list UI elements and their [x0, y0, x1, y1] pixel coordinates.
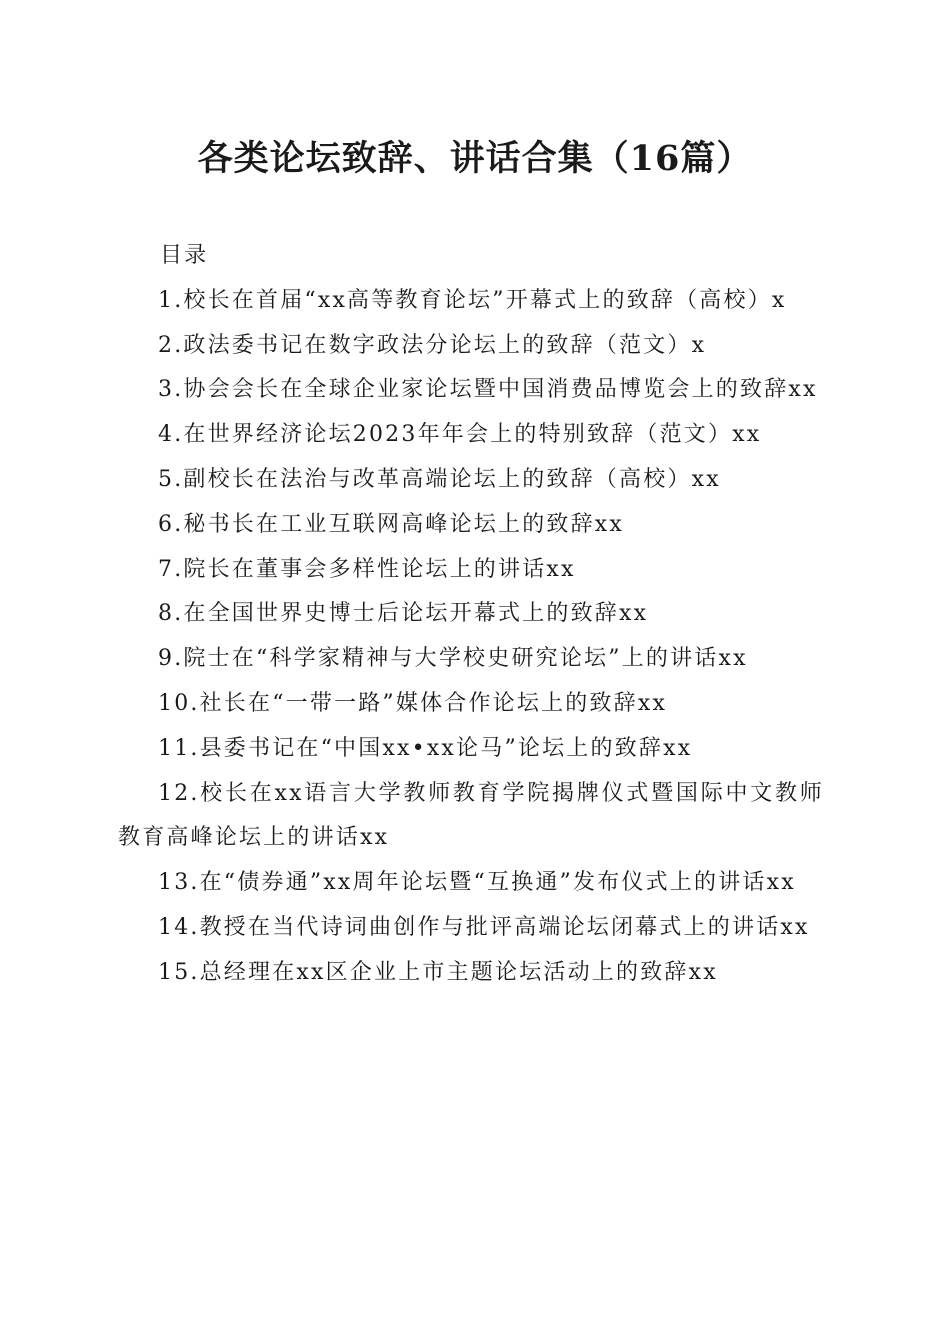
toc-item-5[interactable]: 5.副校长在法治与改革高端论坛上的致辞（高校）xx [158, 466, 721, 492]
toc-item-12[interactable]: 12.校长在xx语言大学教师教育学院揭牌仪式暨国际中文教师教育高峰论坛上的讲话xx [118, 780, 824, 851]
toc-item-11[interactable]: 11.县委书记在“中国xx•xx论马”论坛上的致辞xx [158, 735, 693, 761]
toc-item-6[interactable]: 6.秘书长在工业互联网高峰论坛上的致辞xx [158, 511, 625, 537]
toc-item-4[interactable]: 4.在世界经济论坛2023年年会上的特别致辞（范文）xx [158, 422, 762, 448]
toc-item-14[interactable]: 14.教授在当代诗词曲创作与批评高端论坛闭幕式上的讲话xx [158, 914, 810, 940]
table-of-contents [118, 234, 824, 996]
toc-item-8[interactable]: 8.在全国世界史博士后论坛开幕式上的致辞xx [158, 601, 649, 627]
toc-item-9[interactable]: 9.院士在“科学家精神与大学校史研究论坛”上的讲话xx [158, 646, 748, 672]
toc-item-7[interactable]: 7.院长在董事会多样性论坛上的讲话xx [158, 556, 576, 582]
toc-item-10[interactable]: 10.社长在“一带一路”媒体合作论坛上的致辞xx [158, 690, 668, 716]
toc-item-15[interactable]: 15.总经理在xx区企业上市主题论坛活动上的致辞xx [158, 959, 718, 985]
document-title: 各类论坛致辞、讲话合集（16篇） [197, 138, 753, 179]
toc-item-13[interactable]: 13.在“债券通”xx周年论坛暨“互换通”发布仪式上的讲话xx [158, 870, 796, 896]
toc-heading: 目录 [160, 243, 209, 268]
toc-list [118, 279, 824, 996]
toc-item-2[interactable]: 2.政法委书记在数字政法分论坛上的致辞（范文）x [158, 332, 707, 358]
toc-item-3[interactable]: 3.协会会长在全球企业家论坛暨中国消费品博览会上的致辞xx [158, 377, 818, 403]
toc-item-1[interactable]: 1.校长在首届“xx高等教育论坛”开幕式上的致辞（高校）x [158, 287, 787, 313]
